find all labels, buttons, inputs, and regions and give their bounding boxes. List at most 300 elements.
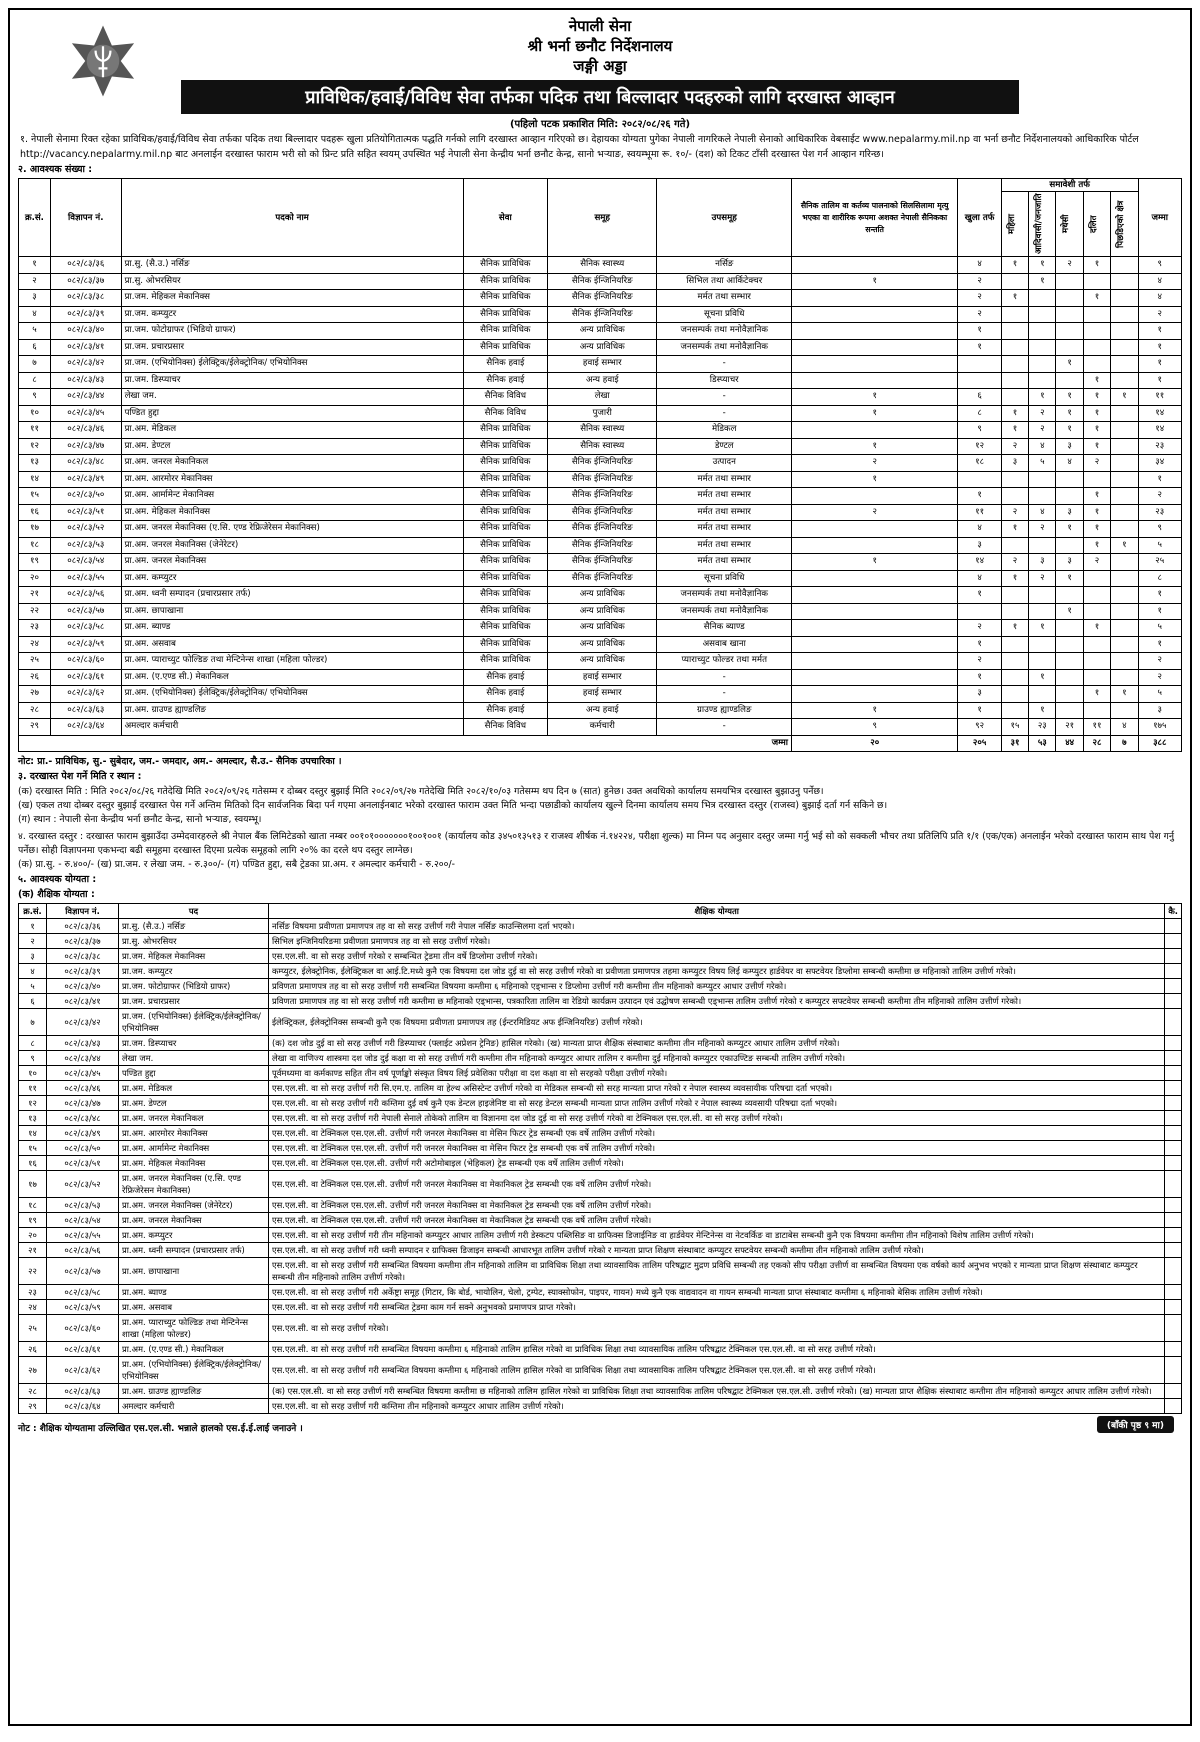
vacancy-cell: प्याराच्युट फोल्डर तथा मर्मत — [657, 653, 792, 670]
vacancy-cell: २ — [792, 504, 958, 521]
vacancy-cell: १ — [1083, 537, 1110, 554]
vacancy-cell — [1029, 587, 1056, 604]
vacancy-cell: २ — [792, 455, 958, 472]
vacancy-cell: प्रा.अम. जनरल मेकानिकल — [121, 455, 463, 472]
qualification-text: एस.एल.सी. वा सो सरह उत्तीर्ण गरी सम्बन्धित ट्रेडमा काम गर्न सक्ने अनुभवको प्रमाणपत्र प्राप्त गरेको। — [269, 1300, 1165, 1315]
qualification-text: एस.एल.सी. वा सो सरह उत्तीर्ण गरी नेपाली सेनाले तोकेको तालिम वा विज्ञानमा दश जोड दुई वा सो सरह उत्तीर्ण गरेको वा टेक्निकल एस.एल.सी. वा सो सरह उत्तीर्ण गरेको। — [269, 1111, 1165, 1126]
vacancy-cell: ४ — [19, 306, 51, 323]
qualification-extra-cell — [1165, 934, 1182, 949]
vacancy-cell: सैनिक प्राविधिक — [463, 306, 547, 323]
vacancy-cell: १४ — [1138, 405, 1181, 422]
vacancy-cell: १ — [1083, 389, 1110, 406]
vacancy-cell — [792, 570, 958, 587]
vacancy-cell — [1001, 653, 1028, 670]
vacancy-cell: सैनिक प्राविधिक — [463, 455, 547, 472]
vacancy-cell: प्रा.जम. प्रचारप्रसार — [121, 339, 463, 356]
qualification-cell: २९ — [19, 1399, 47, 1414]
vacancy-cell — [792, 488, 958, 505]
qualification-extra-cell — [1165, 979, 1182, 994]
vacancy-cell: २ — [958, 273, 1001, 290]
qualification-cell: ०८२/८३/६० — [47, 1315, 119, 1342]
vacancy-cell: सैनिक स्वास्थ्य — [548, 422, 657, 439]
qualification-row — [19, 994, 1182, 1009]
vacancy-cell: जनसम्पर्क तथा मनोवैज्ञानिक — [657, 323, 792, 340]
vacancy-cell: हवाई सम्भार — [548, 686, 657, 703]
vacancy-cell — [792, 636, 958, 653]
vacancy-cell: १० — [19, 405, 51, 422]
vacancy-cell: १६ — [19, 504, 51, 521]
q-col-extra: कै. — [1165, 904, 1182, 919]
section-3-title: ३. दरखास्त पेश गर्ने मिति र स्थान : — [18, 771, 142, 782]
vacancy-cell: ०८२/८३/३८ — [50, 290, 121, 307]
vacancy-row — [19, 570, 1182, 587]
vacancy-cell: ०८२/८३/५३ — [50, 537, 121, 554]
qualification-extra-cell — [1165, 1096, 1182, 1111]
vacancy-cell: ९२ — [958, 719, 1001, 736]
vacancy-cell: ०८२/८३/३९ — [50, 306, 121, 323]
vacancy-cell: १ — [1056, 356, 1083, 373]
vacancy-row — [19, 620, 1182, 637]
vacancy-cell: प्रा.अम. मेडिकल — [121, 422, 463, 439]
qualification-text: (क) एस.एल.सी. वा सो सरह उत्तीर्ण गरी सम्बन्धित विषयमा कम्तीमा छ महिनाको तालिम हासिल गरेको वा प्राविधिक शिक्षा तथा व्यावसायिक तालिम परिषद्बाट टेक्निकल एस.एल.सी. उत्तीर्ण गरेको। (ख) मान्यता प्राप्त शैक्षिक संस्थाबाट कम्तीमा तीन महिनाको कम्प्युटर आधार तालिम उत्तीर्ण गरेको। — [269, 1384, 1165, 1399]
qualification-cell: २ — [19, 934, 47, 949]
vacancy-cell: सैनिक ईन्जिनियरिङ — [548, 455, 657, 472]
vacancy-cell: ५ — [19, 323, 51, 340]
vacancy-total-row — [19, 735, 1182, 752]
vacancy-cell: सैनिक प्राविधिक — [463, 521, 547, 538]
vacancy-cell: १ — [1029, 620, 1056, 637]
vacancy-cell: १८ — [958, 455, 1001, 472]
vacancy-cell: ११ — [1138, 389, 1181, 406]
qualification-cell: प्रा.अम. ध्वनी सम्पादन (प्रचारप्रसार तर्फ) — [119, 1243, 269, 1258]
qualification-cell: ०८२/८३/६३ — [47, 1384, 119, 1399]
vacancy-cell: प्रा.सु. (सै.उ.) नर्सिङ — [121, 257, 463, 274]
vacancy-cell: सैनिक ईन्जिनियरिङ — [548, 306, 657, 323]
qualification-row — [19, 1111, 1182, 1126]
vacancy-cell: - — [657, 719, 792, 736]
qualification-text: नर्सिङ विषयमा प्रवीणता प्रमाणपत्र तह वा सो सरह उत्तीर्ण गरी नेपाल नर्सिङ काउन्सिलमा दर्ता भएको। — [269, 919, 1165, 934]
vacancy-cell: २४ — [19, 636, 51, 653]
qualification-row — [19, 1171, 1182, 1198]
vacancy-cell — [1111, 587, 1138, 604]
qualification-extra-cell — [1165, 1384, 1182, 1399]
vacancy-cell: २ — [958, 290, 1001, 307]
vacancy-cell: १ — [1083, 686, 1110, 703]
vacancy-cell — [1056, 488, 1083, 505]
qualification-row — [19, 1096, 1182, 1111]
vacancy-cell: ४ — [1056, 455, 1083, 472]
vacancy-cell — [1001, 669, 1028, 686]
qualification-row — [19, 1141, 1182, 1156]
qualification-text: एस.एल.सी. वा सो सरह उत्तीर्ण गरी अर्केष्ट्रा समूह (गिटार, कि बोर्ड, भायोलिन, चेलो, ट्रम्पेट, स्याक्सोफोन, पाइपर, गायन) मध्ये कुनै एक वाद्यवादन वा गायन सम्बन्धी मान्यता प्राप्त संस्थाबाट कम्तीमा ६ महिनाको बेसिक तालिम उत्तीर्ण गरेको। — [269, 1285, 1165, 1300]
vacancy-cell: १७५ — [1138, 719, 1181, 736]
vacancy-cell — [1029, 323, 1056, 340]
vacancy-cell: २६ — [19, 669, 51, 686]
qualification-extra-cell — [1165, 964, 1182, 979]
qualification-cell: ९ — [19, 1051, 47, 1066]
vacancy-cell: सैनिक प्राविधिक — [463, 554, 547, 571]
vacancy-cell: अन्य प्राविधिक — [548, 323, 657, 340]
vacancy-cell: - — [657, 405, 792, 422]
qualification-cell: २२ — [19, 1258, 47, 1285]
qualification-cell: प्रा.अम. ग्राउण्ड ह्याण्डलिङ — [119, 1384, 269, 1399]
vacancy-cell: अन्य हवाई — [548, 702, 657, 719]
vacancy-cell: २२ — [19, 603, 51, 620]
vacancy-cell: प्रा.अम. डेण्टल — [121, 438, 463, 455]
vacancy-cell — [1111, 471, 1138, 488]
vacancy-cell: सैनिक प्राविधिक — [463, 620, 547, 637]
qualification-cell: ०८२/८३/४० — [47, 979, 119, 994]
vacancy-cell: सैनिक प्राविधिक — [463, 422, 547, 439]
vacancy-cell: सैनिक प्राविधिक — [463, 273, 547, 290]
vacancy-row — [19, 422, 1182, 439]
qualification-extra-cell — [1165, 1009, 1182, 1036]
qualification-cell: २० — [19, 1228, 47, 1243]
vacancy-cell: ११ — [958, 504, 1001, 521]
qualification-cell: प्रा.अम. छापाखाना — [119, 1258, 269, 1285]
qualification-extra-cell — [1165, 1399, 1182, 1414]
vacancy-cell — [958, 471, 1001, 488]
vacancy-cell: १ — [1001, 620, 1028, 637]
qualification-cell: प्रा.सु. (सै.उ.) नर्सिङ — [119, 919, 269, 934]
vacancy-cell: मर्मत तथा सम्भार — [657, 521, 792, 538]
vacancy-cell: प्रा.अम. आरमोरर मेकानिक्स — [121, 471, 463, 488]
qualification-cell: ०८२/८३/४६ — [47, 1081, 119, 1096]
vacancy-cell: १ — [1056, 521, 1083, 538]
vacancy-cell: मेडिकल — [657, 422, 792, 439]
vacancy-cell: १ — [1001, 422, 1028, 439]
vacancy-cell: १ — [1083, 620, 1110, 637]
vacancy-cell: सैनिक प्राविधिक — [463, 537, 547, 554]
vacancy-cell: डिस्प्याचर — [657, 372, 792, 389]
qualification-extra-cell — [1165, 1285, 1182, 1300]
qualification-cell: ०८२/८३/५३ — [47, 1198, 119, 1213]
qualification-cell: ६ — [19, 994, 47, 1009]
vacancy-cell: सैनिक ईन्जिनियरिङ — [548, 504, 657, 521]
vacancy-cell: १ — [958, 323, 1001, 340]
qualification-cell: ११ — [19, 1081, 47, 1096]
qualification-cell: प्रा.जम. (एभियोनिक्स) ईलेक्ट्रिक/ईलेक्ट्रोनिक/ एभियोनिक्स — [119, 1009, 269, 1036]
qualification-text: (क) दश जोड दुई वा सो सरह उत्तीर्ण गरी डिस्प्याचर (फ्लाईट अप्रेशन ट्रेनिङ) हासिल गरेको। (ख) मान्यता प्राप्त शैक्षिक संस्थाबाट कम्तीमा तीन महिनाको कम्प्युटर आधार तालिम उत्तीर्ण गरेको। — [269, 1036, 1165, 1051]
vacancy-cell: ४ — [1138, 290, 1181, 307]
qualification-extra-cell — [1165, 1051, 1182, 1066]
vacancy-cell — [792, 323, 958, 340]
qualification-row — [19, 1384, 1182, 1399]
vacancy-row — [19, 257, 1182, 274]
vacancy-cell: सैनिक स्वास्थ्य — [548, 438, 657, 455]
col-inclusive: समावेशी तर्फ — [1001, 179, 1138, 192]
vacancy-cell — [1029, 356, 1056, 373]
qualification-extra-cell — [1165, 1198, 1182, 1213]
qualification-text: एस.एल.सी. वा सो सरह उत्तीर्ण गरी तीन महिनाको कम्प्युटर आधार तालिम उत्तीर्ण गरी डेस्कटप पब्लिसिङ वा ग्राफिक्स डिजाईनिङ वा हार्डवेयर मेन्टिनेन्स वा नेटवर्किङ वा डाटाबेस सम्बन्धी कुनै एक विषयमा कम्तीमा तीन महिनाको विशेष तालिम उत्तीर्ण गरेको। — [269, 1228, 1165, 1243]
vacancy-cell: ३४ — [1138, 455, 1181, 472]
vacancy-cell: जनसम्पर्क तथा मनोवैज्ञानिक — [657, 587, 792, 604]
vacancy-cell: सैनिक ब्याण्ड — [657, 620, 792, 637]
vacancy-cell: ०८२/८३/६१ — [50, 669, 121, 686]
qualification-row — [19, 1399, 1182, 1414]
vacancy-cell: जनसम्पर्क तथा मनोवैज्ञानिक — [657, 339, 792, 356]
col-disabled-quota: सैनिक तालिम वा कर्तव्य पालनाको सिलसिलामा मृत्यु भएका वा शारीरिक रूपमा अशक्त नेपाली सैनिकका सन्तति — [792, 179, 958, 257]
nepal-army-emblem-icon — [66, 24, 140, 98]
vacancy-cell — [792, 669, 958, 686]
vacancy-cell: प्रा.जम. मेहिकल मेकानिक्स — [121, 290, 463, 307]
vacancy-cell: सैनिक प्राविधिक — [463, 603, 547, 620]
vacancy-row — [19, 405, 1182, 422]
directorate-name: श्री भर्ना छनौट निर्देशनालय — [527, 37, 673, 55]
vacancy-cell — [1111, 521, 1138, 538]
vacancy-row — [19, 273, 1182, 290]
vacancy-cell: सैनिक हवाई — [463, 372, 547, 389]
qualification-row — [19, 1300, 1182, 1315]
qualification-extra-cell — [1165, 1357, 1182, 1384]
qualification-cell: प्रा.अम. जनरल मेकानिकल — [119, 1111, 269, 1126]
vacancy-cell: १ — [792, 438, 958, 455]
vacancy-cell: १ — [1029, 389, 1056, 406]
vacancy-cell: सैनिक प्राविधिक — [463, 570, 547, 587]
qualification-cell: प्रा.अम. (ए.एण्ड सी.) मेकानिकल — [119, 1342, 269, 1357]
vacancy-cell: १ — [1029, 669, 1056, 686]
vacancy-cell: १ — [1056, 389, 1083, 406]
vacancy-cell — [1083, 273, 1110, 290]
total-cell: ७ — [1111, 735, 1138, 752]
vacancy-cell — [1056, 669, 1083, 686]
vacancy-cell: ०८२/८३/५९ — [50, 636, 121, 653]
vacancy-cell — [792, 521, 958, 538]
vacancy-cell: १ — [1138, 636, 1181, 653]
qualification-cell: प्रा.जम. कम्प्युटर — [119, 964, 269, 979]
qualification-cell: ०८२/८३/४१ — [47, 994, 119, 1009]
vacancy-cell: प्रा.अम. (ए.एण्ड सी.) मेकानिकल — [121, 669, 463, 686]
qualification-cell: ०८२/८३/५१ — [47, 1156, 119, 1171]
qualification-cell: १८ — [19, 1198, 47, 1213]
vacancy-row — [19, 587, 1182, 604]
section-5a-title: (क) शैक्षिक योग्यता : — [18, 889, 95, 900]
qualification-row — [19, 1156, 1182, 1171]
total-cell: ४४ — [1056, 735, 1083, 752]
vacancy-row — [19, 686, 1182, 703]
vacancy-cell: १५ — [19, 488, 51, 505]
qualification-cell: १३ — [19, 1111, 47, 1126]
vacancy-cell: ४ — [958, 521, 1001, 538]
vacancy-cell: लेखा जम. — [121, 389, 463, 406]
vacancy-cell — [1111, 422, 1138, 439]
vacancy-cell — [1001, 488, 1028, 505]
vacancy-cell — [1029, 636, 1056, 653]
vacancy-cell: २ — [1029, 405, 1056, 422]
vacancy-cell: प्रा.अम. मेहिकल मेकानिक्स — [121, 504, 463, 521]
qualification-row — [19, 1213, 1182, 1228]
vacancy-cell: प्रा.जम. (एभियोनिक्स) ईलेक्ट्रिक/ईलेक्ट्रोनिक/ एभियोनिक्स — [121, 356, 463, 373]
vacancy-cell: सैनिक प्राविधिक — [463, 323, 547, 340]
vacancy-cell: १ — [792, 389, 958, 406]
qualification-text: लेखा वा वाणिज्य शास्त्रमा दश जोड दुई कक्षा वा सो सरह उत्तीर्ण गरी कम्तीमा तीन महिनाको कम्प्युटर आधार तालिम र कम्तीमा दुई महिनाको कम्प्युटर एकाउण्टिङ सम्बन्धी तालिम उत्तीर्ण गरेको। — [269, 1051, 1165, 1066]
vacancy-cell: २७ — [19, 686, 51, 703]
vacancy-cell — [1083, 636, 1110, 653]
col-service: सेवा — [463, 179, 547, 257]
vacancy-row — [19, 471, 1182, 488]
qualification-cell: २५ — [19, 1315, 47, 1342]
total-cell: ३८८ — [1138, 735, 1181, 752]
vacancy-cell: ४ — [1029, 504, 1056, 521]
vacancy-cell: अन्य हवाई — [548, 372, 657, 389]
qualification-cell: लेखा जम. — [119, 1051, 269, 1066]
section-2-title: २. आवश्यक संख्या : — [18, 164, 93, 175]
notice-title-banner: प्राविधिक/हवाई/विविध सेवा तर्फका पदिक तथा बिल्लादार पदहरुको लागि दरखास्त आव्हान — [181, 80, 1019, 114]
vacancy-cell: प्रा.अम. जनरल मेकानिक्स — [121, 554, 463, 571]
qualification-cell: २७ — [19, 1357, 47, 1384]
qualification-extra-cell — [1165, 1066, 1182, 1081]
vacancy-cell: अन्य प्राविधिक — [548, 653, 657, 670]
vacancy-cell — [792, 620, 958, 637]
vacancy-row — [19, 504, 1182, 521]
qualification-cell: प्रा.अम. आर्मामेन्ट मेकानिक्स — [119, 1141, 269, 1156]
vacancy-cell: २ — [1138, 306, 1181, 323]
vacancy-cell: १४ — [1138, 422, 1181, 439]
vacancy-cell: १ — [1056, 422, 1083, 439]
vacancy-cell: ०८२/८३/६० — [50, 653, 121, 670]
vacancy-cell: ३ — [958, 686, 1001, 703]
qualification-cell: ०८२/८३/४९ — [47, 1126, 119, 1141]
vacancy-cell — [1001, 323, 1028, 340]
vacancy-cell: सैनिक हवाई — [463, 356, 547, 373]
vacancy-cell: २१ — [19, 587, 51, 604]
vacancy-cell: अन्य प्राविधिक — [548, 339, 657, 356]
qualification-cell: ०८२/८३/६१ — [47, 1342, 119, 1357]
vacancy-cell — [1083, 306, 1110, 323]
vacancy-cell: ०८२/८३/४० — [50, 323, 121, 340]
vacancy-cell — [1111, 438, 1138, 455]
vacancy-cell: सैनिक प्राविधिक — [463, 471, 547, 488]
vacancy-cell — [1111, 339, 1138, 356]
qualification-cell: १२ — [19, 1096, 47, 1111]
vacancy-cell: सैनिक प्राविधिक — [463, 636, 547, 653]
vacancy-cell: ८ — [19, 372, 51, 389]
vacancy-cell: सैनिक प्राविधिक — [463, 438, 547, 455]
vacancy-cell: २ — [1001, 504, 1028, 521]
qualification-cell: प्रा.अम. प्याराच्युट फोल्डिङ तथा मेन्टिनेन्स शाखा (महिला फोल्डर) — [119, 1315, 269, 1342]
vacancy-row — [19, 521, 1182, 538]
application-fee: ४. दरखास्त दस्तुर : दरखास्त फाराम बुझाउँदा उम्मेदवारहरुले श्री नेपाल बैंक लिमिटेडको खाता नम्बर ००१०१०००००००१००१००१ (कार्यालय कोड ३४५०१३५१३ र राजश्व शीर्षक नं.१४२२४, परीक्षा शुल्क) मा निम्न पद अनुसार दस्तुर जम्मा गर्नु भई सो को सक्कली भौचर तथा प्रतिलिपि प्रति १/१ (एक/एक) अनलाईन भरेको दरखास्त फाराम साथ पेश गर्नु पर्नेछ। सोही विज्ञापनमा एकभन्दा बढी समूहमा दरखास्त दिएमा प्रत्येक समूहको लागि २०% का दरले थप दस्तुर लाग्नेछ। — [18, 831, 1175, 856]
application-location: (ग) स्थान : नेपाली सेना केन्द्रीय भर्ना छनौट केन्द्र, सानो भऱ्याङ, स्वयम्भू। — [18, 814, 262, 825]
qualification-extra-cell — [1165, 1081, 1182, 1096]
vacancy-cell — [1083, 587, 1110, 604]
vacancy-cell: ०८२/८३/६२ — [50, 686, 121, 703]
vacancy-cell — [958, 603, 1001, 620]
qualification-cell: २३ — [19, 1285, 47, 1300]
qualification-text: एस.एल.सी. वा सो सरह उत्तीर्ण गरी ध्वनी सम्पादन र ग्राफिक्स डिजाइन सम्बन्धी आधारभूत तालिम उत्तीर्ण गरेको र मान्यता प्राप्त शिक्षण संस्थाबाट कम्प्युटर सफ्टवेयर सम्बन्धी कम्तीमा तीन महिनाको तालिम उत्तीर्ण गरेको। — [269, 1243, 1165, 1258]
vacancy-cell: १ — [1056, 603, 1083, 620]
qualification-extra-cell — [1165, 919, 1182, 934]
vacancy-row — [19, 603, 1182, 620]
vacancy-cell: १ — [958, 669, 1001, 686]
vacancy-cell: प्रा.अम. जनरल मेकानिक्स (ए.सि. एण्ड रेफ्रिजेरेसन मेकानिक्स) — [121, 521, 463, 538]
vacancy-cell: ५ — [1138, 620, 1181, 637]
vacancy-cell: ३ — [958, 537, 1001, 554]
vacancy-cell: सिभिल तथा आर्किटेक्चर — [657, 273, 792, 290]
vacancy-cell: १ — [1083, 521, 1110, 538]
vacancy-row — [19, 455, 1182, 472]
qualification-cell: प्रा.अम. मेहिकल मेकानिक्स — [119, 1156, 269, 1171]
vacancy-row — [19, 669, 1182, 686]
vacancy-cell: १ — [958, 339, 1001, 356]
vacancy-cell — [1056, 653, 1083, 670]
vacancy-cell: - — [657, 686, 792, 703]
vacancy-cell: २ — [1029, 570, 1056, 587]
col-total: जम्मा — [1138, 179, 1181, 257]
vacancy-cell: ५ — [1029, 455, 1056, 472]
qualification-extra-cell — [1165, 1315, 1182, 1342]
qualification-row — [19, 1051, 1182, 1066]
vacancy-cell — [1056, 471, 1083, 488]
vacancy-cell — [792, 422, 958, 439]
total-cell: २८ — [1083, 735, 1110, 752]
vacancy-cell — [1056, 306, 1083, 323]
vacancy-cell: १ — [1083, 257, 1110, 274]
vacancy-cell: २ — [1029, 521, 1056, 538]
vacancy-cell — [1111, 570, 1138, 587]
qualification-cell: ०८२/८३/५६ — [47, 1243, 119, 1258]
vacancy-cell: ६ — [19, 339, 51, 356]
vacancy-cell: १ — [1056, 405, 1083, 422]
vacancy-cell: मर्मत तथा सम्भार — [657, 504, 792, 521]
vacancy-cell: १ — [1083, 504, 1110, 521]
vacancy-cell: ४ — [1029, 438, 1056, 455]
vacancy-cell — [1111, 273, 1138, 290]
section-5-title: ५. आवश्यक योग्यता : — [18, 874, 97, 885]
vacancy-cell: २० — [19, 570, 51, 587]
qualification-cell: प्रा.अम. जनरल मेकानिक्स (जेनेरेटर) — [119, 1198, 269, 1213]
vacancy-cell: अन्य प्राविधिक — [548, 587, 657, 604]
vacancy-cell — [1111, 620, 1138, 637]
vacancy-cell: ४ — [1138, 273, 1181, 290]
vacancy-cell — [1029, 603, 1056, 620]
col-janajati: आदिवासी/जनजाति — [1034, 193, 1045, 254]
vacancy-cell: ८ — [1138, 570, 1181, 587]
vacancy-cell: १ — [792, 554, 958, 571]
qualification-extra-cell — [1165, 1156, 1182, 1171]
qualification-cell: ०८२/८३/३९ — [47, 964, 119, 979]
vacancy-cell: ८ — [958, 405, 1001, 422]
vacancy-cell: ०८२/८३/४७ — [50, 438, 121, 455]
vacancy-row — [19, 372, 1182, 389]
vacancy-cell: असवाब खाना — [657, 636, 792, 653]
vacancy-cell: प्रा.जम. डिस्प्याचर — [121, 372, 463, 389]
vacancy-cell: १४ — [958, 554, 1001, 571]
qualification-row — [19, 1357, 1182, 1384]
vacancy-cell: सैनिक स्वास्थ्य — [548, 257, 657, 274]
vacancy-cell: अन्य प्राविधिक — [548, 603, 657, 620]
vacancy-cell: १ — [792, 471, 958, 488]
vacancy-cell — [1056, 537, 1083, 554]
qualification-text: सिभिल इन्जिनियरिङमा प्रवीणता प्रमाणपत्र तह वा सो सरह उत्तीर्ण गरेको। — [269, 934, 1165, 949]
qualification-text: एस.एल.सी. वा सो सरह उत्तीर्ण गरी सम्बन्धित विषयमा कम्तीमा तीन महिनाको तालिम वा प्राविधिक शिक्षा तथा व्यावसायिक तालिम परिषद्बाट मुद्रण प्रविधि सम्बन्धी तह एकको सीप परीक्षा उत्तीर्ण वा सम्बन्धित विषयमा एक वर्षको कार्य अनुभव भएको र मान्यता प्राप्त शिक्षण संस्थाबाट कम्प्युटर सम्बन्धी तीन महिनाको तालिम उत्तीर्ण गरेको। — [269, 1258, 1165, 1285]
vacancy-cell: २ — [1001, 438, 1028, 455]
vacancy-cell — [1111, 290, 1138, 307]
qualification-text: एस.एल.सी. वा टेक्निकल एस.एल.सी. उत्तीर्ण गरी जनरल मेकानिक्स वा मेकानिकल ट्रेड सम्बन्धी एक वर्षे तालिम उत्तीर्ण गरेको। — [269, 1198, 1165, 1213]
vacancy-cell: १२ — [958, 438, 1001, 455]
qualification-text: एस.एल.सी. वा सो सरह उत्तीर्ण गरी सम्बन्धित विषयमा कम्तीमा ६ महिनाको तालिम हासिल गरेको वा प्राविधिक शिक्षा तथा व्यावसायिक तालिम परिषद्बाट टेक्निकल एस.एल.सी. वा सो सरह उत्तीर्ण गरेको। — [269, 1357, 1165, 1384]
vacancy-cell — [958, 372, 1001, 389]
vacancy-cell: मर्मत तथा सम्भार — [657, 488, 792, 505]
vacancy-cell — [1083, 603, 1110, 620]
vacancy-cell: हवाई सम्भार — [548, 669, 657, 686]
qualification-cell: ०८२/८३/५८ — [47, 1285, 119, 1300]
col-women: महिला — [1006, 214, 1017, 234]
vacancy-cell: - — [657, 389, 792, 406]
qualification-text: कम्प्युटर, ईलेक्ट्रोनिक, ईलेक्ट्रिकल वा आई.टि.मध्ये कुनै एक विषयमा दश जोड दुई वा सो सरह उत्तीर्ण गरेको वा प्रवीणता प्रमाणपत्र तहमा कम्प्युटर विषय लिई कम्प्युटर हार्डवेयर वा सफ्टवेयर डिप्लोमा सम्बन्धी कम्तीमा छ महिनाको तालिम उत्तीर्ण गरेको। — [269, 964, 1165, 979]
vacancy-cell: प्रा.अम. (एभियोनिक्स) ईलेक्ट्रिक/ईलेक्ट्रोनिक/ एभियोनिक्स — [121, 686, 463, 703]
vacancy-cell: २१ — [1056, 719, 1083, 736]
